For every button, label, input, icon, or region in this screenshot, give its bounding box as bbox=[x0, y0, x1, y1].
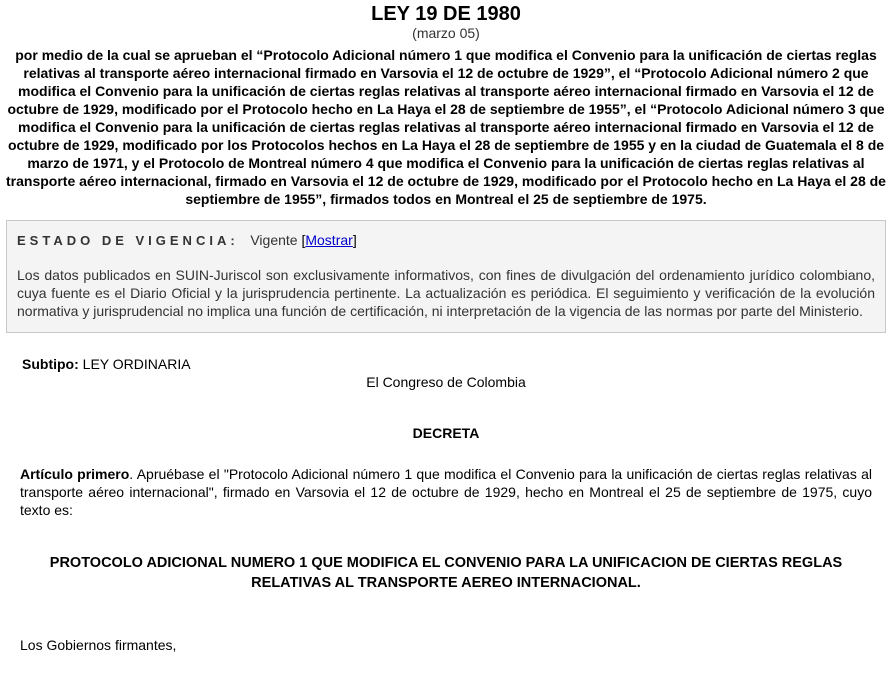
article-label: Artículo primero bbox=[20, 466, 130, 482]
gobiernos-line: Los Gobiernos firmantes, bbox=[20, 637, 177, 653]
bracket-close: ] bbox=[352, 232, 357, 248]
vigencia-box bbox=[6, 220, 886, 333]
show-vigencia-link[interactable]: Mostrar bbox=[305, 232, 353, 248]
law-title: LEY 19 DE 1980 bbox=[371, 3, 521, 25]
disclaimer-text: Los datos publicados en SUIN-Juriscol son exclusivamente informativos, con fines de divulgación del ordenamiento jurídico colombiano, cuya fuente es el Diario Oficial y la jurisprudencia pertinente. La actualización es periódica. El seguimiento y verificación de la evolución normativa y jurisprudencial no implica una función de certificación, ni interpretación de la vigencia de las normas por parte del Ministerio. bbox=[17, 267, 875, 319]
subtipo-line bbox=[22, 355, 892, 373]
vigencia-label: ESTADO DE VIGENCIA: bbox=[17, 233, 239, 248]
vigencia-value: Vigente bbox=[250, 232, 298, 248]
law-epigraph: por medio de la cual se aprueban el “Protocolo Adicional número 1 que modifica el Convenio para la unificación de ciertas reglas relativas al transporte aéreo internacional firmado en Varsovia el 12 de octubre de 1929”, el “Protocolo Adicional número 2 que modifica el Convenio para la unificación de ciertas reglas relativas al transporte aéreo internacional firmado en Varsovia el 12 de octubre de 1929, modificado por el Protocolo hecho en La Haya el 28 de septiembre de 1955”, el “Protocolo Adicional número 3 que modifica el Convenio para la unificación de ciertas reglas relativas al transporte aéreo internacional firmado en Varsovia el 12 de octubre de 1929, modificado por los Protocolos hechos en La Haya el 28 de septiembre de 1955 y en la ciudad de Guatemala el 8 de marzo de 1971, y el Protocolo de Montreal número 4 que modifica el Convenio para la unificación de ciertas reglas relativas al transporte aéreo internacional, firmado en Varsovia el 12 de octubre de 1929, modificado por el Protocolo hecho en La Haya el 28 de septiembre de 1955”, firmados todos en Montreal el 25 de septiembre de 1975. bbox=[6, 47, 886, 207]
congreso-heading: El Congreso de Colombia bbox=[366, 374, 526, 390]
subtipo-value: LEY ORDINARIA bbox=[78, 356, 191, 372]
protocol-title: PROTOCOLO ADICIONAL NUMERO 1 QUE MODIFICA EL CONVENIO PARA LA UNIFICACION DE CIERTAS REGLAS RELATIVAS AL TRANSPORTE AEREO INTERNACIONAL. bbox=[49, 555, 843, 591]
article-first bbox=[20, 465, 872, 519]
article-text: . Apruébase el "Protocolo Adicional número 1 que modifica el Convenio para la unificación de ciertas reglas relativas al transporte aéreo internacional", firmado en Varsovia el 12 de octubre de 1929, hecho en Montreal el 25 de septiembre de 1975, cuyo texto es: bbox=[20, 466, 872, 518]
law-date: (marzo 05) bbox=[412, 25, 480, 41]
vigencia-status-line bbox=[17, 231, 875, 250]
subtipo-label: Subtipo: bbox=[22, 356, 79, 372]
bracket-open: [ bbox=[301, 232, 306, 248]
decreta-heading: DECRETA bbox=[412, 425, 480, 441]
